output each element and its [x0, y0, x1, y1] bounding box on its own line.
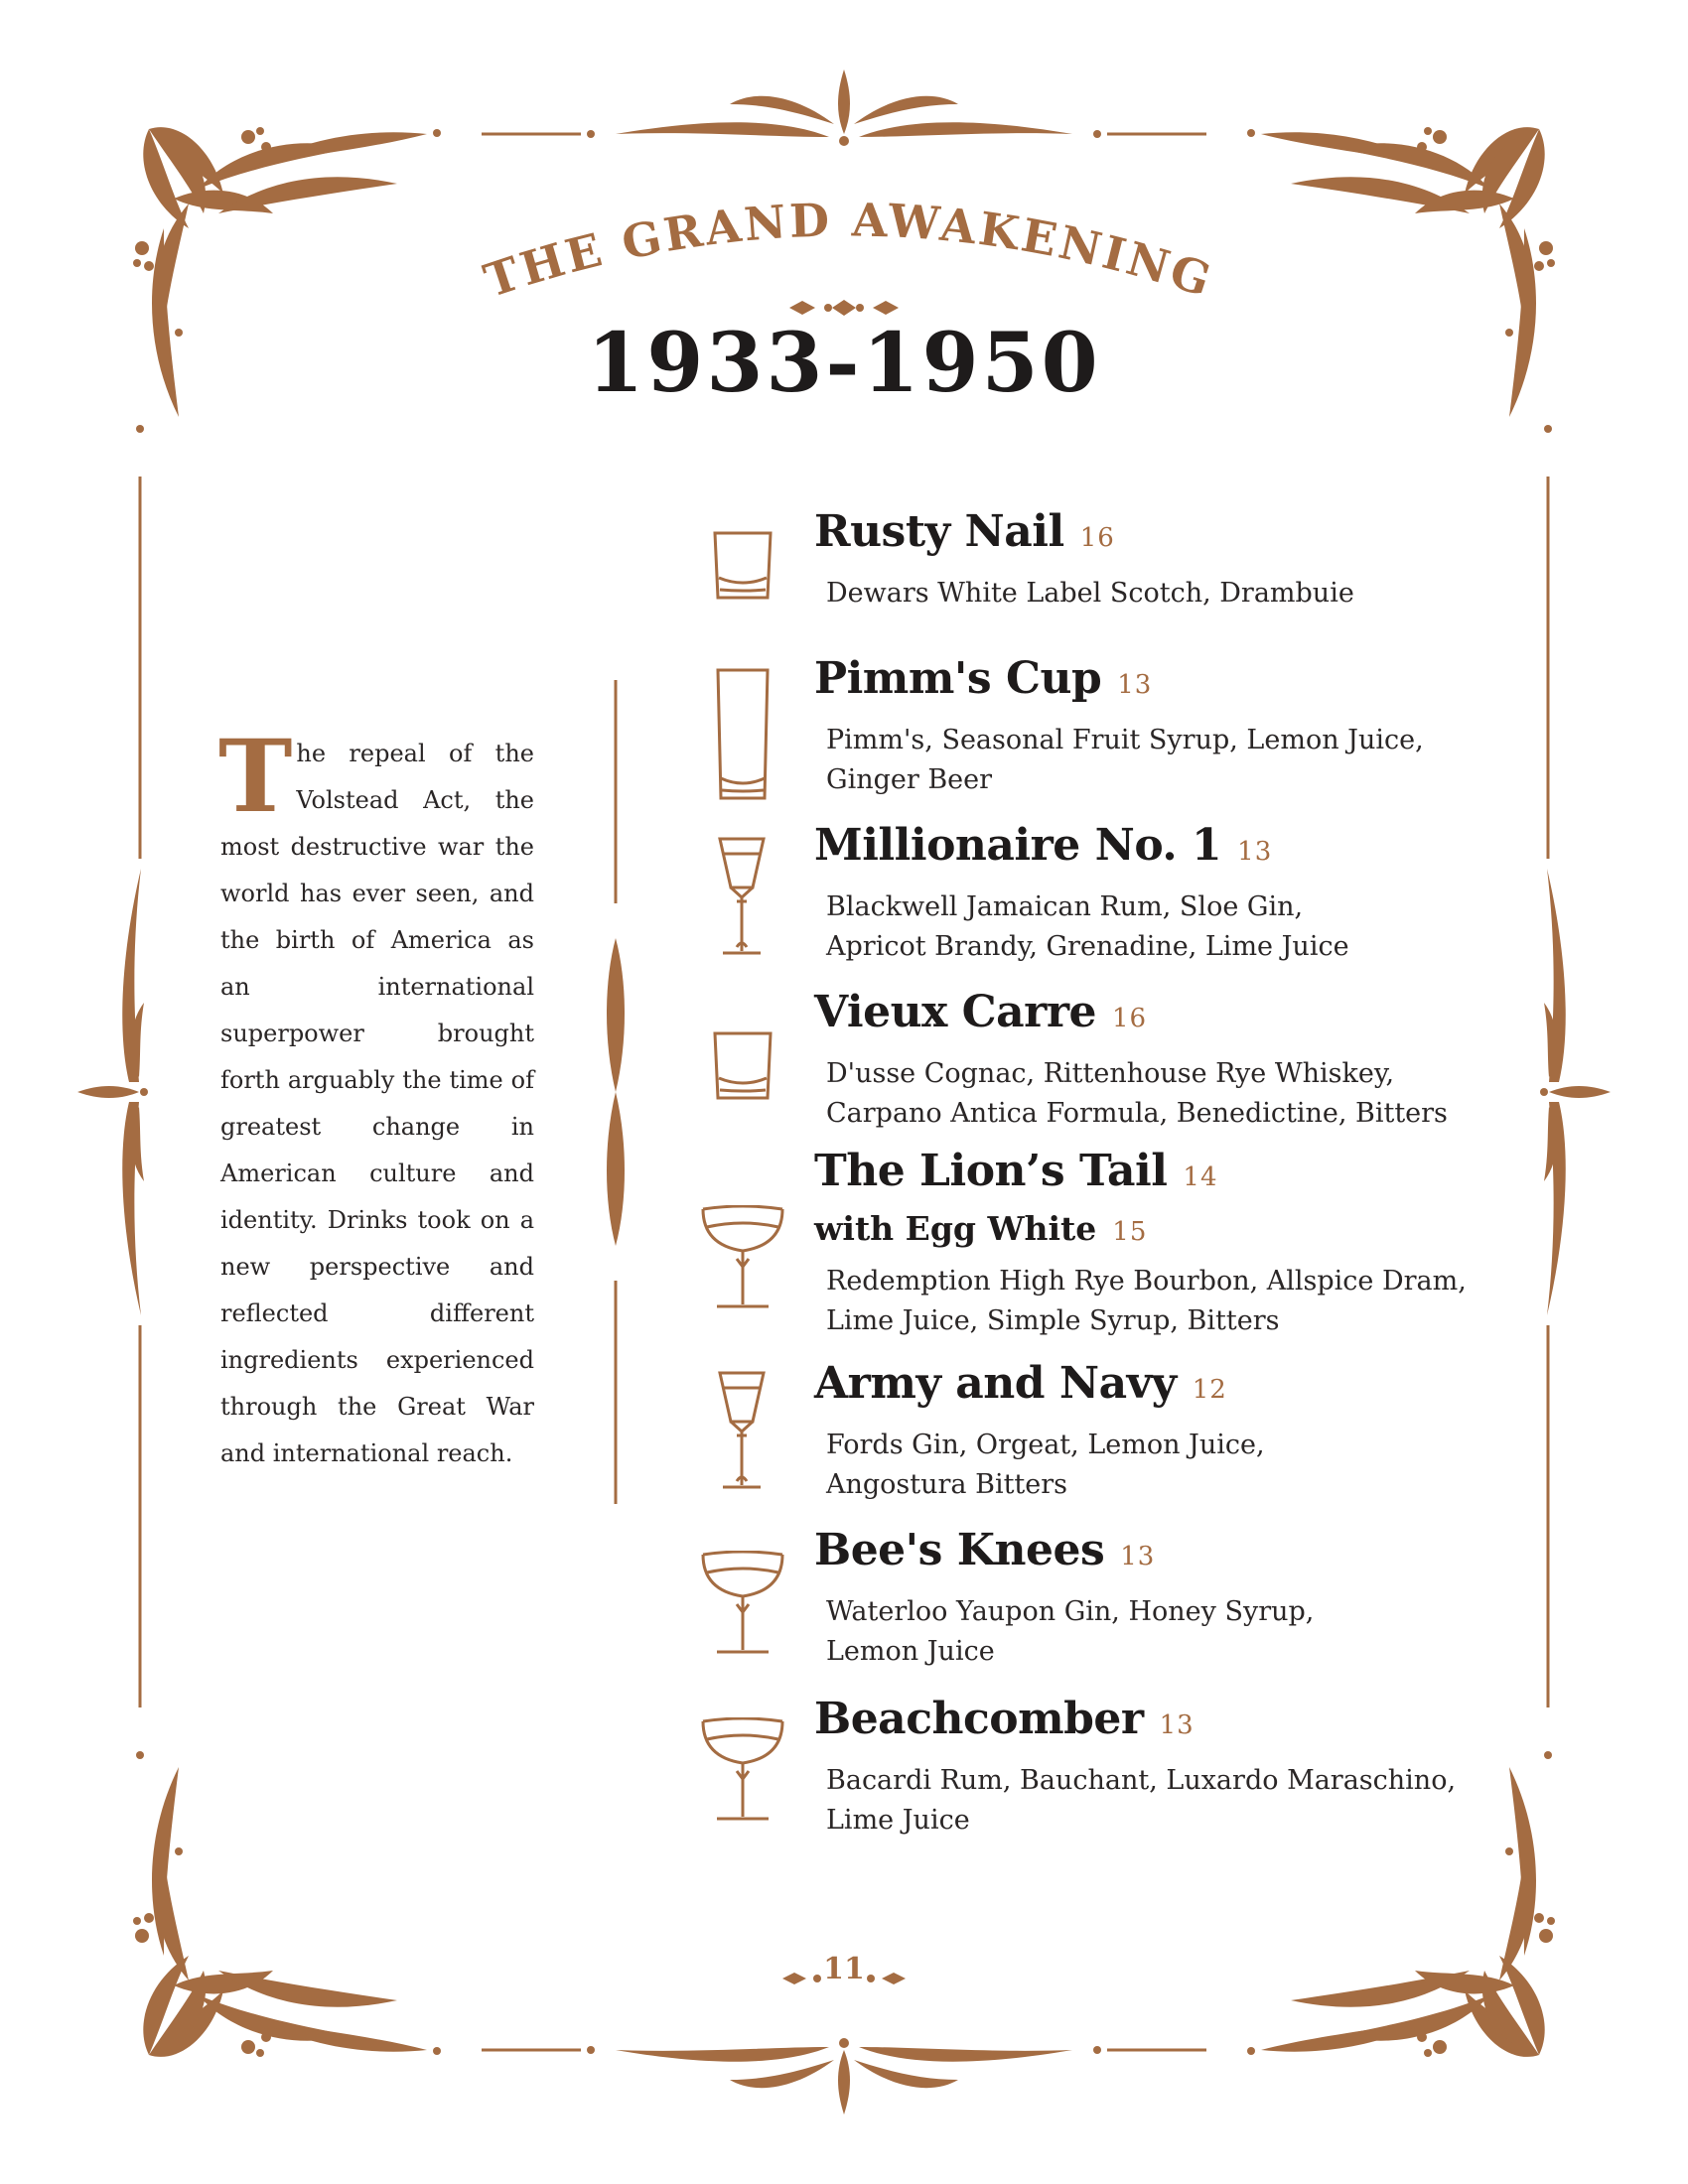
drink-ingredients: Fords Gin, Orgeat, Lemon Juice, Angostura Bitters	[826, 1430, 1265, 1500]
highball-glass-icon	[714, 667, 772, 802]
menu-item-army-and-navy	[814, 1358, 1489, 1505]
coupe-glass-icon	[699, 1717, 786, 1823]
drink-ingredients: Dewars White Label Scotch, Drambuie	[826, 578, 1354, 609]
menu-item-beachcomber	[814, 1694, 1489, 1841]
menu-item-rusty-nail	[814, 506, 1489, 614]
drop-cap: T	[218, 718, 293, 835]
drink-name: Pimm's Cup 13	[814, 653, 1153, 704]
menu-item-bees-knees	[814, 1525, 1489, 1672]
menu-item-pimms-cup	[814, 653, 1489, 800]
drink-ingredients: Waterloo Yaupon Gin, Honey Syrup, Lemon Juice	[826, 1596, 1315, 1667]
page-number: 11	[823, 1952, 865, 1986]
drink-name: Army and Navy 12	[814, 1358, 1227, 1409]
page-title: THE GRAND AWAKENING	[478, 193, 1220, 309]
drink-ingredients: Blackwell Jamaican Rum, Sloe Gin, Apricot Brandy, Grenadine, Lime Juice	[826, 891, 1349, 962]
drink-price: 13	[1117, 670, 1153, 700]
drink-price: 13	[1120, 1542, 1156, 1571]
drink-name: Beachcomber 13	[814, 1694, 1195, 1744]
drink-price: 13	[1159, 1710, 1195, 1740]
cordial-glass-icon	[717, 1370, 767, 1491]
coupe-glass-icon	[699, 1205, 786, 1310]
cordial-glass-icon	[717, 836, 767, 957]
drink-price: 13	[1237, 837, 1273, 867]
menu-item-vieux-carre	[814, 987, 1489, 1134]
drink-ingredients: Bacardi Rum, Bauchant, Luxardo Maraschino, Lime Juice	[826, 1765, 1457, 1836]
drink-name: Bee's Knees 13	[814, 1525, 1156, 1575]
drink-variant: with Egg White 15	[814, 1209, 1148, 1248]
drink-variant-price: 15	[1112, 1217, 1148, 1247]
menu-item-millionaire-no-1	[814, 820, 1489, 967]
era-years: 1933-1950	[587, 316, 1101, 411]
drink-ingredients: Pimm's, Seasonal Fruit Syrup, Lemon Juice, Ginger Beer	[826, 725, 1424, 795]
menu-item-the-lions-tail	[814, 1146, 1489, 1341]
coupe-glass-icon	[699, 1551, 786, 1656]
rocks-glass-icon	[711, 1030, 774, 1102]
drink-price: 16	[1112, 1004, 1148, 1033]
drink-name: Vieux Carre 16	[814, 987, 1148, 1037]
drink-price: 12	[1192, 1375, 1227, 1405]
intro-paragraph	[218, 718, 534, 1477]
drink-price: 14	[1183, 1162, 1218, 1192]
drink-name: Millionaire No. 1 13	[814, 820, 1273, 871]
drink-ingredients: Redemption High Rye Bourbon, Allspice Dram, Lime Juice, Simple Syrup, Bitters	[826, 1266, 1467, 1336]
drink-name: Rusty Nail 16	[814, 506, 1115, 557]
drink-ingredients: D'usse Cognac, Rittenhouse Rye Whiskey, Carpano Antica Formula, Benedictine, Bitters	[826, 1058, 1448, 1129]
drink-name: The Lion’s Tail 14	[814, 1146, 1218, 1196]
rocks-glass-icon	[711, 530, 774, 602]
intro-text: he repeal of the Volstead Act, the most destructive war the world has ever seen, and the birth of America as an international superpower brought forth arguably the time of greatest change in American culture and identity. Drinks took on a new perspective and reflected different ingredients experienced through the Great War and international reach.	[220, 740, 534, 1467]
drink-price: 16	[1079, 523, 1115, 553]
